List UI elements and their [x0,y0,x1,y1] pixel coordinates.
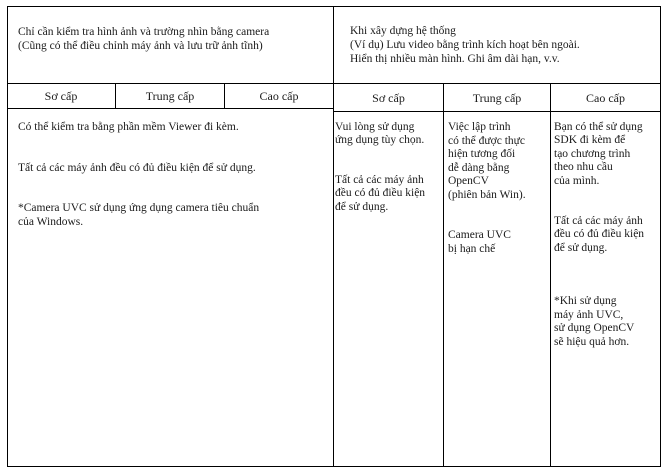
right-beginner-cell: Vui lòng sử dụng ứng dụng tùy chọn. Tất cả các máy ảnh đều có đủ điều kiện để sử dụng. [335,121,426,213]
left-header-advanced: Cao cấp [259,89,299,103]
right-header-row-bottom [333,111,661,112]
right-col-divider-2 [550,83,551,467]
right-col-divider-1 [443,83,444,467]
right-header-beginner: Sơ cấp [372,91,405,105]
right-section-title: Khi xây dựng hệ thống (Ví dụ) Lưu video bằng trình kích hoạt bên ngoài. Hiển thị nhiều màn hình. Ghi âm dài hạn, v.v. [350,25,580,65]
left-section-body: Có thể kiểm tra bằng phần mềm Viewer đi kèm. Tất cả các máy ảnh đều có đủ điều kiện để sử dụng. *Camera UVC sử dụng ứng dụng camera tiêu chuẩn của Windows. [18,121,260,228]
section-divider [333,6,334,467]
table-border-top [7,6,661,7]
table-border-left [7,6,8,467]
right-intermediate-cell: Việc lập trình có thể được thực hiện tương đối dễ dàng bằng OpenCV (phiên bản Win). Camera UVC bị hạn chế [448,121,526,255]
right-header-intermediate: Trung cấp [472,91,522,105]
left-header-intermediate: Trung cấp [145,89,195,103]
table-border-right [660,6,661,467]
right-advanced-cell: Bạn có thể sử dụng SDK đi kèm để tạo chương trình theo nhu cầu của mình. Tất cả các máy ảnh đều có đủ điều kiện để sử dụng. *Khi sử dụng máy ảnh UVC, sử dụng OpenCV sẽ hiệu quả hơn. [554,121,645,348]
right-header-advanced: Cao cấp [586,91,625,105]
table-border-bottom [7,466,661,467]
left-header-row-bottom [7,108,334,109]
left-header-beginner: Sơ cấp [44,89,78,103]
left-section-title: Chỉ cần kiểm tra hình ảnh và trường nhìn bằng camera (Cũng có thể điều chỉnh máy ảnh và lưu trữ ảnh tĩnh) [18,26,270,52]
title-row-bottom [7,83,661,84]
